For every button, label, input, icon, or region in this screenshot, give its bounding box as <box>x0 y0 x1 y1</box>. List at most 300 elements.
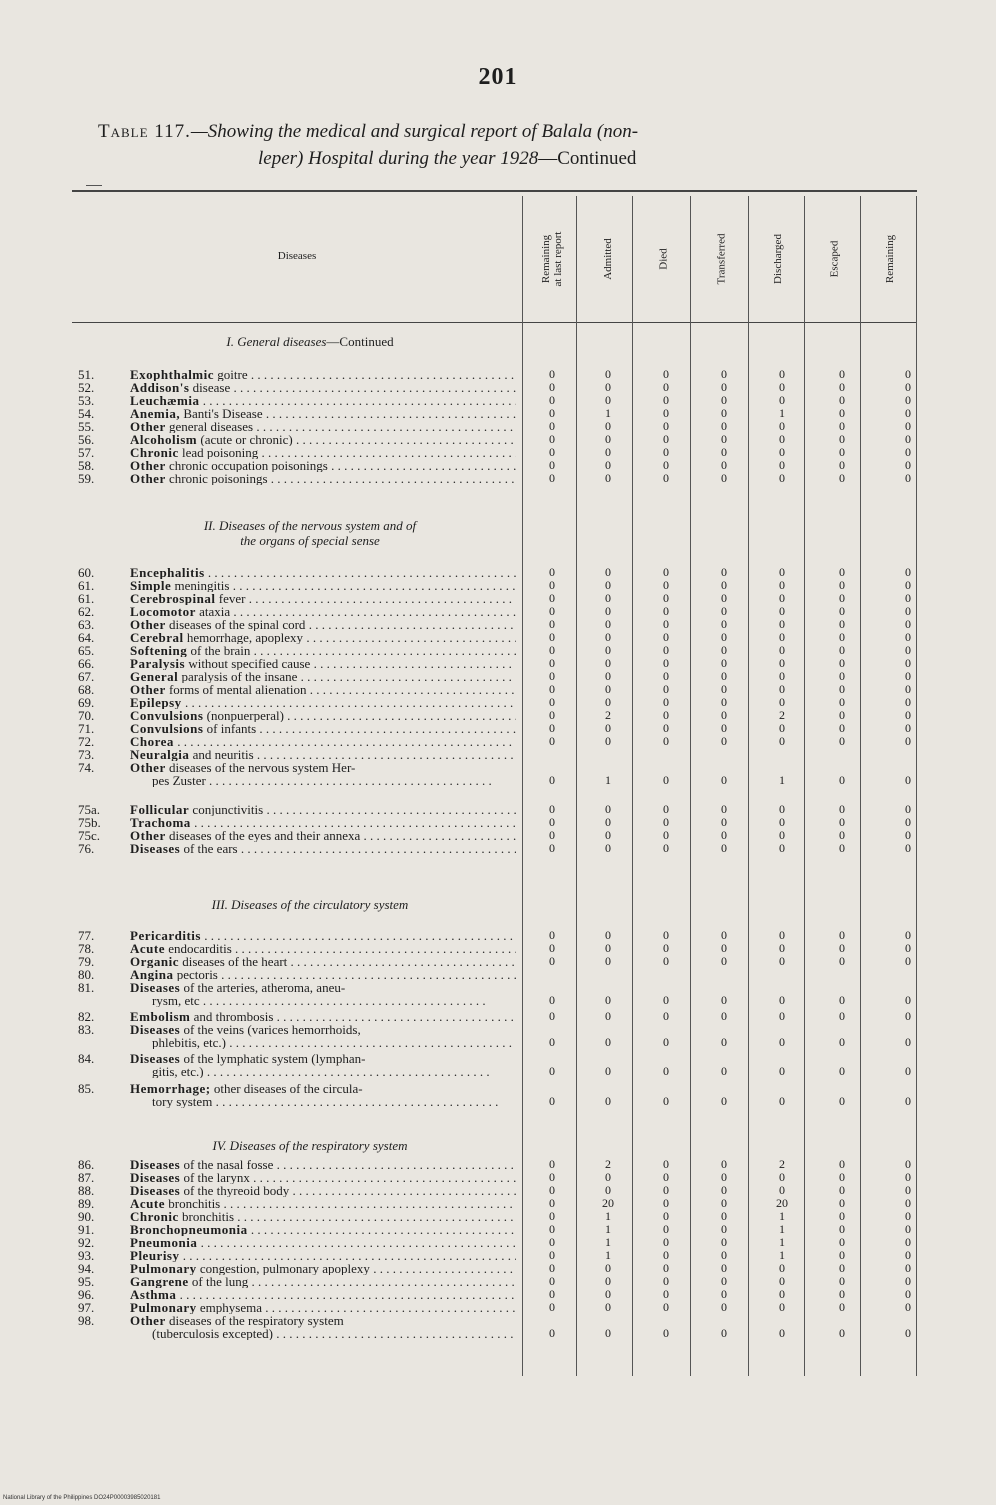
disease-name-lead: Embolism <box>130 1010 191 1023</box>
cell-remaining: 0 <box>905 1222 911 1236</box>
column-header-remaining-at-last-report <box>524 200 580 318</box>
cell-died: 0 <box>663 380 669 394</box>
disease-name-rest: general diseases <box>165 420 254 433</box>
cell-escaped: 0 <box>839 1222 845 1236</box>
cell-remaining-at-last-report: 0 <box>549 617 555 631</box>
disease-name-lead: Locomotor <box>130 605 196 618</box>
cell-transferred: 0 <box>721 1235 727 1249</box>
disease-name-lead: Other <box>130 829 166 842</box>
cell-transferred: 0 <box>721 1261 727 1275</box>
cell-transferred: 0 <box>721 458 727 472</box>
cell-discharged: 0 <box>779 841 785 855</box>
disease-name-rest: congestion, pulmonary apoplexy <box>196 1262 370 1275</box>
disease-name-rest: of the lung <box>188 1275 249 1288</box>
cell-transferred: 0 <box>721 617 727 631</box>
disease-name-rest: Banti's Disease <box>180 407 263 420</box>
row-number: 67. <box>78 669 95 684</box>
row-number: 97. <box>78 1300 95 1315</box>
cell-escaped: 0 <box>839 1248 845 1262</box>
cell-escaped: 0 <box>839 1009 845 1023</box>
cell-transferred: 0 <box>721 1300 727 1314</box>
disease-name-rest: other diseases of the circula- <box>210 1081 363 1096</box>
disease-name-lead: Other <box>130 420 166 433</box>
section-title-line-2: the organs of special sense <box>240 533 380 548</box>
cell-died: 0 <box>663 682 669 696</box>
cell-transferred: 0 <box>721 993 727 1007</box>
cell-escaped: 0 <box>839 419 845 433</box>
cell-died: 0 <box>663 393 669 407</box>
cell-remaining: 0 <box>905 941 911 955</box>
cell-escaped: 0 <box>839 1287 845 1301</box>
row-number: 61. <box>78 578 95 593</box>
disease-name-lead: Exophthalmic <box>130 368 215 381</box>
cell-died: 0 <box>663 1170 669 1184</box>
cell-admitted: 0 <box>605 993 611 1007</box>
cell-remaining: 0 <box>905 1157 911 1171</box>
row-number: 76. <box>78 841 95 856</box>
table-top-rule <box>72 190 917 192</box>
row-number: 55. <box>78 419 95 434</box>
cell-discharged: 2 <box>779 1157 785 1171</box>
row-number: 84. <box>78 1051 95 1066</box>
cell-died: 0 <box>663 708 669 722</box>
cell-admitted: 0 <box>605 367 611 381</box>
cell-remaining-at-last-report: 0 <box>549 393 555 407</box>
cell-remaining: 0 <box>905 1300 911 1314</box>
column-header-escaped <box>806 200 862 318</box>
cell-escaped: 0 <box>839 565 845 579</box>
cell-admitted: 0 <box>605 1170 611 1184</box>
column-header-label: Remaining at last report <box>540 231 564 287</box>
cell-escaped: 0 <box>839 458 845 472</box>
cell-remaining-at-last-report: 0 <box>549 419 555 433</box>
disease-name-continuation: rysm, etc . . . <box>130 994 516 1007</box>
disease-name-rest: diseases of the heart <box>179 955 288 968</box>
row-number: 80. <box>78 967 95 982</box>
cell-remaining: 0 <box>905 578 911 592</box>
section-heading-respiratory-system <box>100 1138 520 1153</box>
cell-remaining-at-last-report: 0 <box>549 1274 555 1288</box>
row-number: 52. <box>78 380 95 395</box>
cell-admitted: 0 <box>605 393 611 407</box>
section-title: I. General diseases <box>226 334 327 349</box>
disease-name-rest: meningitis <box>171 579 230 592</box>
disease-name <box>130 381 516 394</box>
disease-name <box>130 842 516 855</box>
cell-discharged: 0 <box>779 1274 785 1288</box>
disease-name-rest: chronic occupation poisonings <box>165 459 328 472</box>
cell-remaining-at-last-report: 0 <box>549 656 555 670</box>
disease-name-lead: Simple <box>130 579 172 592</box>
cell-transferred: 0 <box>721 591 727 605</box>
cell-admitted: 0 <box>605 643 611 657</box>
cell-transferred: 0 <box>721 721 727 735</box>
cell-admitted: 0 <box>605 1064 611 1078</box>
disease-name <box>130 631 516 644</box>
cell-died: 0 <box>663 617 669 631</box>
cell-remaining: 0 <box>905 1287 911 1301</box>
cell-remaining: 0 <box>905 721 911 735</box>
cell-escaped: 0 <box>839 1094 845 1108</box>
row-number: 60. <box>78 565 95 580</box>
cell-remaining-at-last-report: 0 <box>549 1157 555 1171</box>
cell-died: 0 <box>663 773 669 787</box>
cell-transferred: 0 <box>721 1196 727 1210</box>
cell-transferred: 0 <box>721 1287 727 1301</box>
disease-name <box>130 459 516 472</box>
cell-remaining: 0 <box>905 1326 911 1340</box>
disease-name-lead: Pleurisy <box>130 1249 180 1262</box>
row-number: 75b. <box>78 815 101 830</box>
row-number: 54. <box>78 406 95 421</box>
cell-died: 0 <box>663 941 669 955</box>
row-number: 98. <box>78 1313 95 1328</box>
disease-name-rest: and neuritis <box>189 748 254 761</box>
cell-admitted: 0 <box>605 471 611 485</box>
disease-name-lead: General <box>130 670 179 683</box>
cell-transferred: 0 <box>721 928 727 942</box>
cell-transferred: 0 <box>721 1064 727 1078</box>
cell-died: 0 <box>663 734 669 748</box>
row-number: 71. <box>78 721 95 736</box>
cell-discharged: 0 <box>779 993 785 1007</box>
disease-name-lead: Chorea <box>130 735 174 748</box>
cell-remaining-at-last-report: 0 <box>549 928 555 942</box>
cell-died: 0 <box>663 954 669 968</box>
disease-name-lead: Neuralgia <box>130 748 190 761</box>
cell-admitted: 2 <box>605 1157 611 1171</box>
footer-credit: National Library of the Philippines DO24P00003985020181 <box>3 1495 161 1501</box>
disease-name-rest: of the ears <box>180 842 238 855</box>
disease-name-lead: Other <box>130 683 166 696</box>
title-continued: —Continued <box>538 148 637 169</box>
disease-name-rest: of the brain <box>187 644 251 657</box>
row-number: 74. <box>78 760 95 775</box>
cell-transferred: 0 <box>721 406 727 420</box>
cell-remaining: 0 <box>905 928 911 942</box>
column-rule <box>576 196 577 1376</box>
cell-discharged: 0 <box>779 802 785 816</box>
disease-name-lead: Pulmonary <box>130 1262 197 1275</box>
cell-admitted: 0 <box>605 721 611 735</box>
cell-remaining-at-last-report: 0 <box>549 802 555 816</box>
disease-name-lead: Other <box>130 459 166 472</box>
cell-remaining: 0 <box>905 643 911 657</box>
row-number: 59. <box>78 471 95 486</box>
cell-discharged: 0 <box>779 1170 785 1184</box>
disease-name-rest: diseases of the nervous system Her- <box>165 760 356 775</box>
cell-transferred: 0 <box>721 643 727 657</box>
cell-died: 0 <box>663 458 669 472</box>
cell-escaped: 0 <box>839 682 845 696</box>
cell-remaining: 0 <box>905 695 911 709</box>
disease-name-rest: hemorrhage, apoplexy <box>183 631 304 644</box>
disease-name-lead: Epilepsy <box>130 696 182 709</box>
disease-name-lead: Convulsions <box>130 709 204 722</box>
cell-remaining-at-last-report: 0 <box>549 432 555 446</box>
cell-discharged: 0 <box>779 682 785 696</box>
cell-remaining-at-last-report: 0 <box>549 993 555 1007</box>
disease-name-rest: forms of mental alienation <box>165 683 307 696</box>
disease-name-lead: Other <box>130 1313 166 1328</box>
cell-remaining-at-last-report: 0 <box>549 604 555 618</box>
cell-escaped: 0 <box>839 721 845 735</box>
header-bottom-rule <box>72 322 917 323</box>
cell-transferred: 0 <box>721 1157 727 1171</box>
section-heading-general-diseases <box>100 334 520 349</box>
row-number: 62. <box>78 604 95 619</box>
cell-discharged: 0 <box>779 380 785 394</box>
cell-discharged: 0 <box>779 419 785 433</box>
disease-name-rest: without specified cause <box>185 657 311 670</box>
row-number: 79. <box>78 954 95 969</box>
cell-remaining-at-last-report: 0 <box>549 1248 555 1262</box>
cell-remaining-at-last-report: 0 <box>549 1035 555 1049</box>
cell-escaped: 0 <box>839 1326 845 1340</box>
cell-discharged: 0 <box>779 721 785 735</box>
cell-discharged: 0 <box>779 941 785 955</box>
column-header-label: Discharged <box>772 234 784 284</box>
cell-remaining: 0 <box>905 617 911 631</box>
disease-name-lead: Trachoma <box>130 816 191 829</box>
row-number: 93. <box>78 1248 95 1263</box>
cell-died: 0 <box>663 1300 669 1314</box>
cell-escaped: 0 <box>839 1300 845 1314</box>
cell-admitted: 0 <box>605 1274 611 1288</box>
cell-transferred: 0 <box>721 773 727 787</box>
cell-died: 0 <box>663 565 669 579</box>
cell-discharged: 0 <box>779 1035 785 1049</box>
disease-name-lead: Follicular <box>130 803 190 816</box>
disease-name-lead: Pneumonia <box>130 1236 198 1249</box>
cell-remaining-at-last-report: 0 <box>549 734 555 748</box>
cell-remaining-at-last-report: 0 <box>549 721 555 735</box>
column-rule <box>522 196 523 1376</box>
column-rule <box>748 196 749 1376</box>
cell-remaining: 0 <box>905 445 911 459</box>
cell-died: 0 <box>663 406 669 420</box>
row-number: 92. <box>78 1235 95 1250</box>
disease-name <box>130 670 516 683</box>
cell-remaining: 0 <box>905 630 911 644</box>
cell-died: 0 <box>663 419 669 433</box>
cell-escaped: 0 <box>839 617 845 631</box>
row-number: 57. <box>78 445 95 460</box>
disease-name <box>130 1262 516 1275</box>
row-number: 65. <box>78 643 95 658</box>
cell-admitted: 0 <box>605 1094 611 1108</box>
cell-remaining-at-last-report: 0 <box>549 406 555 420</box>
cell-remaining: 0 <box>905 841 911 855</box>
cell-remaining: 0 <box>905 393 911 407</box>
disease-name-lead: Organic <box>130 955 179 968</box>
cell-escaped: 0 <box>839 1261 845 1275</box>
cell-discharged: 0 <box>779 445 785 459</box>
disease-name-continuation: (tuberculosis excepted) . . . <box>130 1327 516 1340</box>
disease-name <box>130 592 516 605</box>
cell-escaped: 0 <box>839 1274 845 1288</box>
cell-died: 0 <box>663 828 669 842</box>
disease-name <box>130 1184 516 1197</box>
cell-remaining: 0 <box>905 565 911 579</box>
cell-remaining-at-last-report: 0 <box>549 565 555 579</box>
disease-name-lead: Softening <box>130 644 188 657</box>
cell-died: 0 <box>663 993 669 1007</box>
cell-died: 0 <box>663 928 669 942</box>
disease-name <box>130 1052 516 1078</box>
column-header-label: Transferred <box>714 233 727 285</box>
cell-died: 0 <box>663 1094 669 1108</box>
cell-transferred: 0 <box>721 1209 727 1223</box>
cell-discharged: 0 <box>779 393 785 407</box>
disease-name <box>130 683 516 696</box>
cell-admitted: 0 <box>605 734 611 748</box>
cell-remaining-at-last-report: 0 <box>549 591 555 605</box>
cell-transferred: 0 <box>721 1183 727 1197</box>
cell-transferred: 0 <box>721 1170 727 1184</box>
cell-transferred: 0 <box>721 734 727 748</box>
cell-died: 0 <box>663 604 669 618</box>
cell-died: 0 <box>663 578 669 592</box>
cell-transferred: 0 <box>721 630 727 644</box>
cell-died: 0 <box>663 1235 669 1249</box>
disease-name-rest: bronchitis <box>165 1197 221 1210</box>
cell-discharged: 1 <box>779 406 785 420</box>
section-continued: —Continued <box>326 334 394 349</box>
cell-transferred: 0 <box>721 841 727 855</box>
disease-name-lead: Alcoholism <box>130 433 198 446</box>
disease-name-rest: conjunctivitis <box>189 803 264 816</box>
cell-remaining: 0 <box>905 773 911 787</box>
disease-name <box>130 1236 516 1249</box>
cell-transferred: 0 <box>721 1094 727 1108</box>
cell-remaining: 0 <box>905 1170 911 1184</box>
disease-name-lead: Convulsions <box>130 722 204 735</box>
disease-name-lead: Anemia, <box>130 407 181 420</box>
cell-remaining: 0 <box>905 1009 911 1023</box>
disease-name-rest: (nonpuerperal) <box>203 709 284 722</box>
cell-died: 0 <box>663 1222 669 1236</box>
cell-admitted: 1 <box>605 406 611 420</box>
title-text-1: Showing the medical and surgical report of Balala (non- <box>207 121 639 142</box>
disease-name <box>130 942 516 955</box>
cell-admitted: 0 <box>605 682 611 696</box>
row-number: 68. <box>78 682 95 697</box>
disease-name <box>130 566 516 579</box>
row-number: 58. <box>78 458 95 473</box>
disease-name-lead: Diseases <box>130 1184 181 1197</box>
disease-name <box>130 407 516 420</box>
disease-name-continuation: tory system . . . <box>130 1095 516 1108</box>
row-number: 51. <box>78 367 95 382</box>
cell-died: 0 <box>663 1326 669 1340</box>
cell-escaped: 0 <box>839 954 845 968</box>
disease-name <box>130 1275 516 1288</box>
cell-remaining-at-last-report: 0 <box>549 815 555 829</box>
cell-admitted: 0 <box>605 1035 611 1049</box>
disease-name <box>130 605 516 618</box>
cell-remaining: 0 <box>905 656 911 670</box>
cell-transferred: 0 <box>721 1035 727 1049</box>
cell-discharged: 0 <box>779 432 785 446</box>
cell-discharged: 0 <box>779 1300 785 1314</box>
disease-name-rest: diseases of the eyes and their annexa <box>165 829 361 842</box>
cell-remaining: 0 <box>905 367 911 381</box>
row-number: 61. <box>78 591 95 606</box>
disease-name <box>130 433 516 446</box>
disease-name-rest: ataxia <box>195 605 231 618</box>
disease-name <box>130 735 516 748</box>
disease-name <box>130 1171 516 1184</box>
cell-died: 0 <box>663 1274 669 1288</box>
disease-name <box>130 644 516 657</box>
cell-remaining: 0 <box>905 406 911 420</box>
disease-name-rest: diseases of the respiratory system <box>165 1313 344 1328</box>
cell-discharged: 2 <box>779 708 785 722</box>
cell-remaining: 0 <box>905 1094 911 1108</box>
cell-remaining: 0 <box>905 669 911 683</box>
cell-escaped: 0 <box>839 1170 845 1184</box>
cell-remaining-at-last-report: 0 <box>549 643 555 657</box>
row-number: 75a. <box>78 802 101 817</box>
cell-discharged: 0 <box>779 367 785 381</box>
cell-died: 0 <box>663 1009 669 1023</box>
disease-name <box>130 803 516 816</box>
cell-discharged: 0 <box>779 471 785 485</box>
cell-remaining: 0 <box>905 1064 911 1078</box>
cell-remaining-at-last-report: 0 <box>549 367 555 381</box>
disease-name <box>130 761 516 787</box>
cell-remaining: 0 <box>905 1035 911 1049</box>
cell-admitted: 0 <box>605 591 611 605</box>
disease-name-rest: disease <box>189 381 231 394</box>
cell-remaining-at-last-report: 0 <box>549 695 555 709</box>
cell-discharged: 0 <box>779 565 785 579</box>
cell-died: 0 <box>663 721 669 735</box>
disease-name-lead: Bronchopneumonia <box>130 1223 248 1236</box>
cell-admitted: 0 <box>605 928 611 942</box>
cell-remaining-at-last-report: 0 <box>549 1261 555 1275</box>
cell-remaining: 0 <box>905 954 911 968</box>
cell-remaining: 0 <box>905 828 911 842</box>
cell-remaining-at-last-report: 0 <box>549 1222 555 1236</box>
row-number: 85. <box>78 1081 95 1096</box>
title-dash: — <box>190 121 208 142</box>
disease-name-lead: Diseases <box>130 1022 181 1037</box>
disease-name-rest: of the thyreoid body <box>180 1184 290 1197</box>
cell-escaped: 0 <box>839 773 845 787</box>
cell-admitted: 0 <box>605 669 611 683</box>
cell-discharged: 0 <box>779 1094 785 1108</box>
cell-transferred: 0 <box>721 565 727 579</box>
cell-remaining: 0 <box>905 993 911 1007</box>
disease-name-lead: Asthma <box>130 1288 177 1301</box>
cell-transferred: 0 <box>721 708 727 722</box>
cell-transferred: 0 <box>721 419 727 433</box>
disease-name-rest: lead poisoning <box>178 446 259 459</box>
cell-remaining: 0 <box>905 1196 911 1210</box>
cell-escaped: 0 <box>839 406 845 420</box>
row-number: 91. <box>78 1222 95 1237</box>
cell-remaining-at-last-report: 0 <box>549 1064 555 1078</box>
section-title: III. Diseases of the circulatory system <box>211 897 409 912</box>
cell-escaped: 0 <box>839 993 845 1007</box>
row-number: 64. <box>78 630 95 645</box>
disease-name-lead: Addison's <box>130 381 190 394</box>
cell-remaining-at-last-report: 0 <box>549 1235 555 1249</box>
cell-escaped: 0 <box>839 1183 845 1197</box>
cell-transferred: 0 <box>721 815 727 829</box>
